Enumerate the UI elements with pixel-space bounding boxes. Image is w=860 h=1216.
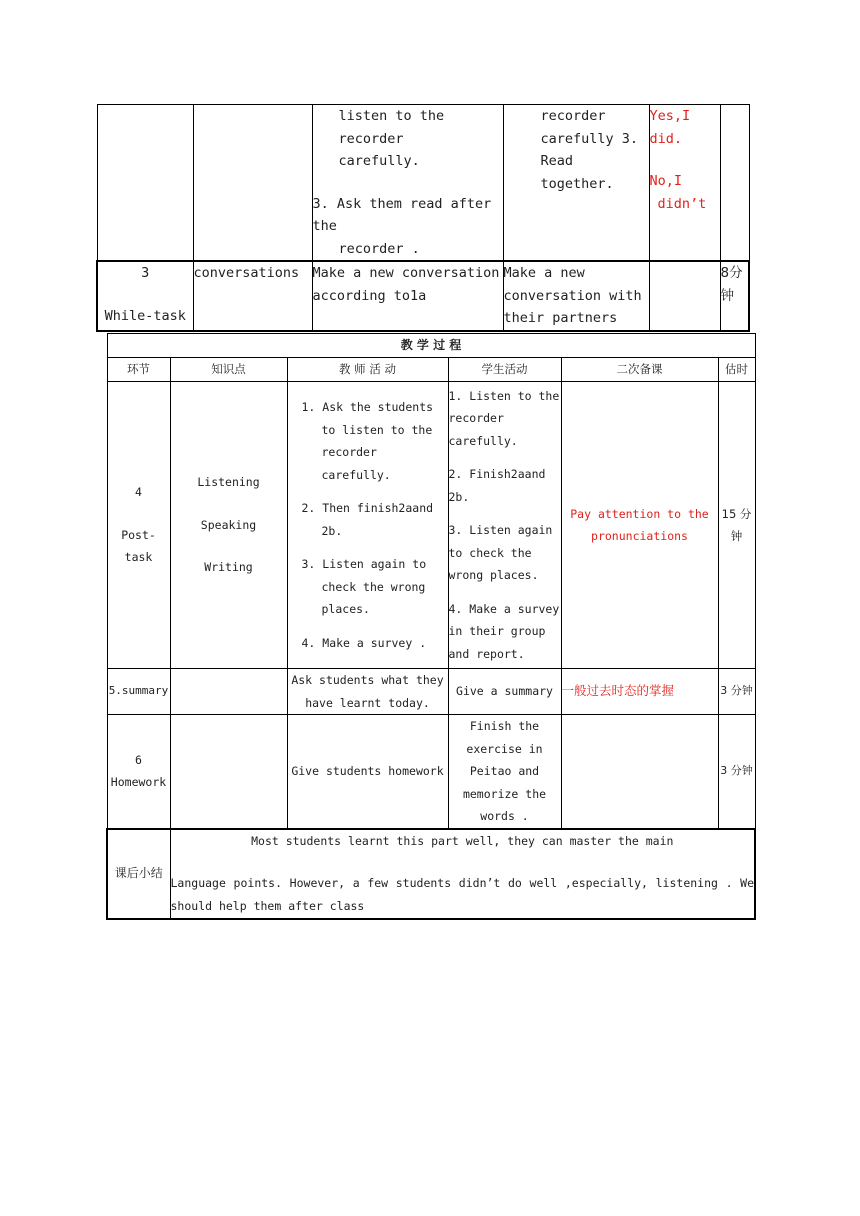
student-line: Make a new — [503, 265, 585, 281]
notes-cell — [649, 261, 720, 331]
teacher-step: 2. Then finish2aand 2b. — [301, 501, 434, 538]
knowledge-cell: conversations — [193, 261, 312, 331]
teacher-line: listen to the recorder — [338, 108, 445, 147]
knowledge-cell — [193, 105, 312, 262]
note-line: didn’t — [657, 195, 707, 212]
teacher-line: recorder . — [338, 240, 420, 257]
header-row — [107, 358, 755, 382]
time-cell: 3 分钟 — [718, 669, 755, 715]
header-time: 估时 — [718, 358, 755, 382]
teacher-line: 3. Ask them read after the — [312, 195, 492, 234]
teacher-line: according to1a — [312, 287, 427, 304]
teacher-line: carefully. — [338, 153, 420, 169]
table-row — [107, 715, 755, 829]
teacher-step: 4. Make a survey . — [301, 635, 427, 650]
notes-cell: Pay attention to the pronunciations — [561, 382, 718, 669]
time-text: 钟 — [730, 529, 743, 543]
student-step: 1. Listen to the recorder carefully. — [448, 388, 560, 448]
student-line: recorder — [540, 108, 606, 124]
student-step: 3. Listen again to check the wrong places. — [448, 523, 553, 583]
top-lesson-table — [96, 104, 750, 332]
time-cell — [720, 105, 749, 262]
teacher-line: Make a new conversation — [312, 265, 500, 281]
student-activity-cell: Give a summary — [448, 669, 561, 715]
reflection-line: Language points. However, a few students didn’t do well ,especially, listening . We should help them after class — [170, 876, 755, 913]
teacher-activity-cell — [312, 105, 503, 262]
reflection-label: 课后小结 — [107, 829, 170, 919]
notes-cell — [561, 715, 718, 829]
title-row — [107, 334, 755, 358]
reflection-text — [170, 829, 755, 919]
table-row — [107, 382, 755, 669]
knowledge-item: Speaking — [200, 517, 257, 532]
student-line: their partners — [503, 310, 618, 326]
note-line: did. — [649, 130, 683, 147]
student-activity-cell — [503, 261, 649, 331]
table-row — [97, 105, 749, 262]
notes-cell: 一般过去时态的掌握 — [561, 669, 718, 715]
student-activity-cell — [448, 382, 561, 669]
time-cell — [718, 382, 755, 669]
header-second-prep: 二次备课 — [561, 358, 718, 382]
student-activity-cell: Finish the exercise in Peitao and memorize the words . — [448, 715, 561, 829]
knowledge-cell — [170, 669, 287, 715]
step-cell — [107, 715, 170, 829]
step-name: Homework — [110, 775, 167, 790]
step-name: Post-task — [121, 527, 156, 565]
note-line: No,I — [649, 173, 683, 189]
student-step: 2. Finish2aand 2b. — [448, 467, 546, 504]
step-number: 3 — [141, 265, 150, 281]
student-step: 4. Make a survey in their group and report. — [448, 601, 560, 661]
time-cell: 3 分钟 — [718, 715, 755, 829]
time-text: 钟 — [720, 287, 734, 304]
teacher-step: 3. Listen again to check the wrong places. — [301, 557, 427, 616]
step-cell — [97, 105, 193, 262]
knowledge-cell — [170, 715, 287, 829]
teacher-activity-cell — [287, 382, 448, 669]
student-line: conversation with — [503, 287, 642, 304]
time-text: 15 分 — [721, 506, 752, 521]
reflection-row — [107, 829, 755, 919]
student-line: carefully 3. — [540, 130, 639, 147]
table-row — [97, 261, 749, 331]
header-student-activity: 学生活动 — [448, 358, 561, 382]
step-cell: 5.summary — [107, 669, 170, 715]
header-step: 环节 — [107, 358, 170, 382]
time-text: 8分 — [720, 265, 743, 281]
student-line: Read together. — [540, 153, 614, 192]
reflection-line: Most students learnt this part well, they can master the main — [251, 833, 674, 848]
step-cell — [97, 261, 193, 331]
step-name: While-task — [104, 307, 186, 324]
header-knowledge: 知识点 — [170, 358, 287, 382]
header-teacher-activity: 教 师 活 动 — [287, 358, 448, 382]
process-title: 教 学 过 程 — [107, 334, 755, 358]
table-row — [107, 669, 755, 715]
knowledge-item: Listening — [197, 475, 260, 490]
teacher-activity-cell — [312, 261, 503, 331]
teacher-activity-cell: Ask students what they have learnt today. — [287, 669, 448, 715]
teacher-activity-cell: Give students homework — [287, 715, 448, 829]
teaching-process-table — [106, 333, 756, 920]
knowledge-item: Writing — [204, 560, 253, 575]
time-cell — [720, 261, 749, 331]
knowledge-cell — [170, 382, 287, 669]
notes-cell — [649, 105, 720, 262]
note-line: Yes,I — [649, 108, 691, 124]
teacher-step: 1. Ask the students to listen to the recorder carefully. — [301, 400, 434, 482]
step-number: 6 — [135, 752, 142, 767]
step-cell — [107, 382, 170, 669]
step-number: 4 — [135, 485, 142, 500]
student-activity-cell — [503, 105, 649, 262]
